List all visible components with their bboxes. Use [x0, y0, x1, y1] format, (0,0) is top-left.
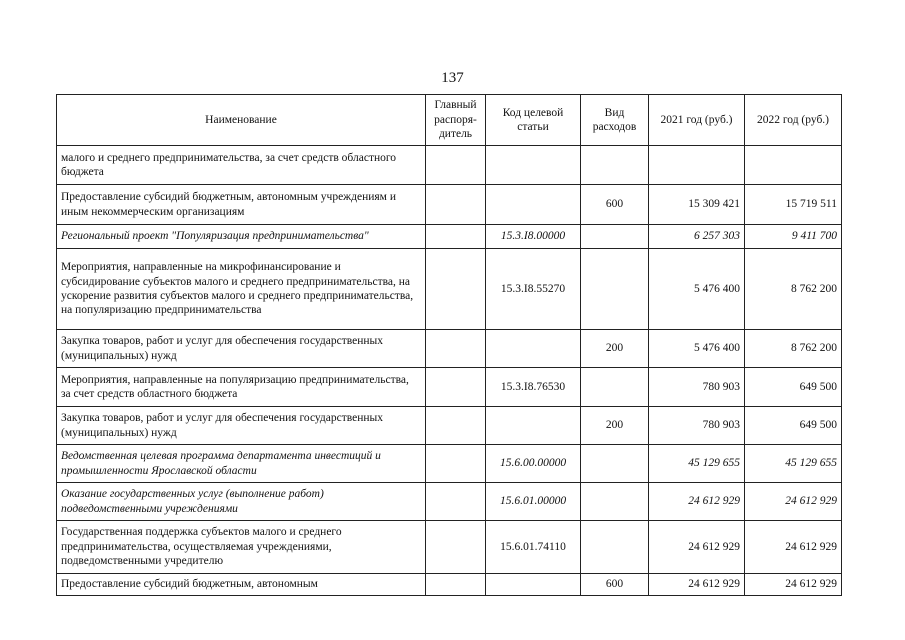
- page-number: 137: [441, 70, 464, 86]
- cell-code: 15.6.01.74110: [486, 521, 581, 574]
- cell-name: Предоставление субсидий бюджетным, автономным учреждениям и иным некоммерческим организациям: [57, 185, 426, 225]
- cell-2022: 45 129 655: [745, 445, 842, 483]
- table-row: [57, 574, 842, 596]
- cell-admin: [426, 249, 486, 330]
- cell-type: [581, 483, 649, 521]
- cell-2022: 15 719 511: [745, 185, 842, 225]
- cell-2021: 45 129 655: [649, 445, 745, 483]
- header-row: [57, 95, 842, 146]
- table-row: [57, 146, 842, 185]
- table-row: [57, 407, 842, 445]
- table-row: [57, 225, 842, 249]
- cell-admin: [426, 330, 486, 368]
- cell-code: [486, 407, 581, 445]
- cell-code: 15.3.I8.76530: [486, 368, 581, 407]
- header-year-2022: 2022 год (руб.): [745, 95, 842, 146]
- cell-type: [581, 521, 649, 574]
- cell-admin: [426, 185, 486, 225]
- cell-name: Оказание государственных услуг (выполнение работ) подведомственными учреждениями: [57, 483, 426, 521]
- cell-name: Ведомственная целевая программа департамента инвестиций и промышленности Ярославской области: [57, 445, 426, 483]
- cell-2022: 9 411 700: [745, 225, 842, 249]
- cell-type: [581, 445, 649, 483]
- table-row: [57, 445, 842, 483]
- cell-2021: 6 257 303: [649, 225, 745, 249]
- cell-type: [581, 225, 649, 249]
- header-admin: Главный распоря-дитель: [426, 95, 486, 146]
- cell-name: Мероприятия, направленные на популяризацию предпринимательства, за счет средств областного бюджета: [57, 368, 426, 407]
- header-name: Наименование: [57, 95, 426, 146]
- cell-code: [486, 185, 581, 225]
- cell-2022: 24 612 929: [745, 483, 842, 521]
- cell-name: Закупка товаров, работ и услуг для обеспечения государственных (муниципальных) нужд: [57, 407, 426, 445]
- cell-type: 600: [581, 185, 649, 225]
- cell-2022: 24 612 929: [745, 521, 842, 574]
- cell-code: 15.6.01.00000: [486, 483, 581, 521]
- table-header: [57, 95, 842, 146]
- cell-2021: 5 476 400: [649, 330, 745, 368]
- cell-name: Закупка товаров, работ и услуг для обеспечения государственных (муниципальных) нужд: [57, 330, 426, 368]
- table-row: [57, 330, 842, 368]
- cell-type: 600: [581, 574, 649, 596]
- cell-code: [486, 146, 581, 185]
- cell-name: Государственная поддержка субъектов малого и среднего предпринимательства, осуществляемая учреждениями, подведомственными учредителю: [57, 521, 426, 574]
- cell-2022: 24 612 929: [745, 574, 842, 596]
- table-row: [57, 368, 842, 407]
- cell-type: [581, 368, 649, 407]
- cell-2022: [745, 146, 842, 185]
- cell-2021: 24 612 929: [649, 483, 745, 521]
- table-row: [57, 483, 842, 521]
- cell-admin: [426, 483, 486, 521]
- cell-admin: [426, 521, 486, 574]
- cell-type: 200: [581, 330, 649, 368]
- table-row: [57, 185, 842, 225]
- cell-admin: [426, 574, 486, 596]
- cell-admin: [426, 407, 486, 445]
- cell-name: Предоставление субсидий бюджетным, автономным: [57, 574, 426, 596]
- cell-2021: 780 903: [649, 407, 745, 445]
- cell-2022: 8 762 200: [745, 249, 842, 330]
- table-row: [57, 521, 842, 574]
- cell-2021: 24 612 929: [649, 521, 745, 574]
- cell-2021: 24 612 929: [649, 574, 745, 596]
- cell-2022: 649 500: [745, 368, 842, 407]
- cell-2021: 15 309 421: [649, 185, 745, 225]
- cell-type: [581, 146, 649, 185]
- cell-code: 15.3.I8.00000: [486, 225, 581, 249]
- cell-2021: 780 903: [649, 368, 745, 407]
- cell-name: Региональный проект "Популяризация предпринимательства": [57, 225, 426, 249]
- table-row: [57, 249, 842, 330]
- cell-name: малого и среднего предпринимательства, за счет средств областного бюджета: [57, 146, 426, 185]
- cell-name: Мероприятия, направленные на микрофинансирование и субсидирование субъектов малого и среднего предпринимательства, на ускорение развития субъектов малого и среднего предпринимательства, на популяризацию предпринимательства: [57, 249, 426, 330]
- header-type: Вид расходов: [581, 95, 649, 146]
- cell-code: [486, 574, 581, 596]
- header-year-2021: 2021 год (руб.): [649, 95, 745, 146]
- cell-2021: 5 476 400: [649, 249, 745, 330]
- cell-admin: [426, 146, 486, 185]
- cell-admin: [426, 445, 486, 483]
- cell-type: [581, 249, 649, 330]
- cell-admin: [426, 225, 486, 249]
- cell-code: [486, 330, 581, 368]
- budget-table: [56, 94, 842, 596]
- header-code: Код целевой статьи: [486, 95, 581, 146]
- cell-2022: 8 762 200: [745, 330, 842, 368]
- cell-admin: [426, 368, 486, 407]
- cell-2021: [649, 146, 745, 185]
- cell-2022: 649 500: [745, 407, 842, 445]
- cell-code: 15.3.I8.55270: [486, 249, 581, 330]
- cell-code: 15.6.00.00000: [486, 445, 581, 483]
- cell-type: 200: [581, 407, 649, 445]
